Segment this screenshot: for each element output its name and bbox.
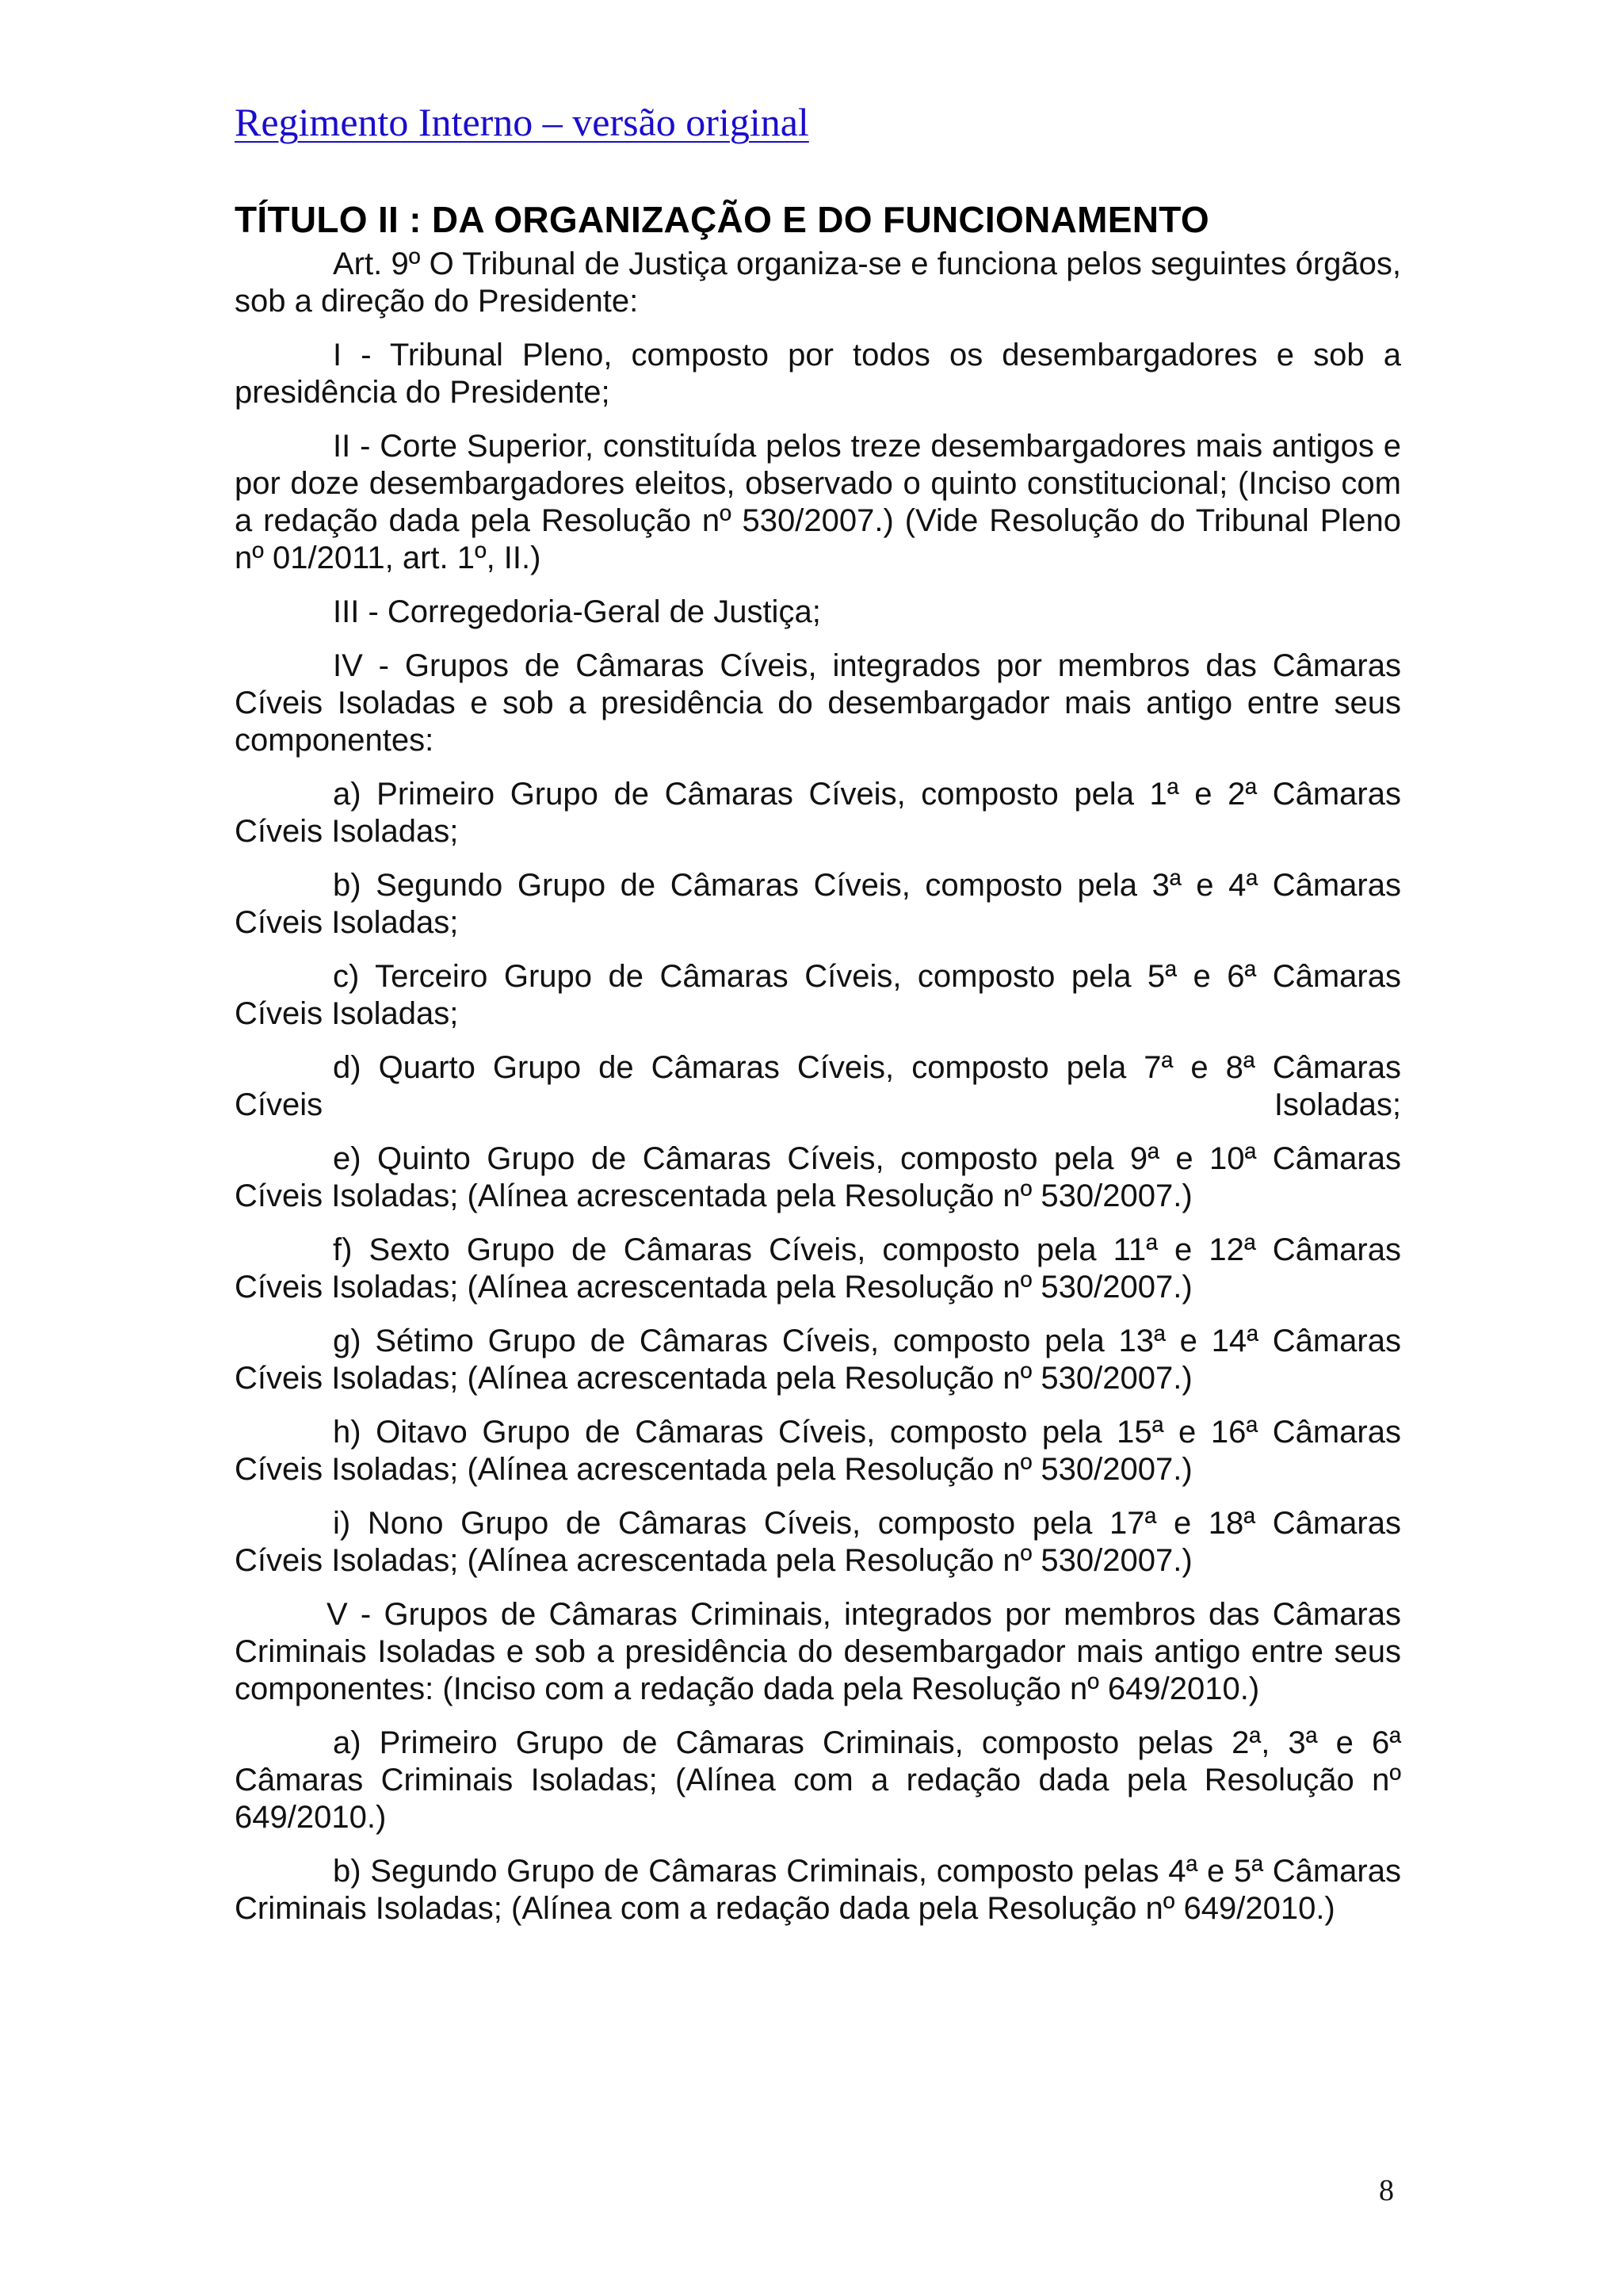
paragraph-alinea-f-civeis: f) Sexto Grupo de Câmaras Cíveis, composto pela 11ª e 12ª Câmaras Cíveis Isoladas; (Alínea acrescentada pela Resolução nº 530/2007.) xyxy=(235,1232,1401,1305)
paragraph-inciso-iii: III - Corregedoria-Geral de Justiça; xyxy=(333,594,821,629)
paragraph-alinea-c-civeis: c) Terceiro Grupo de Câmaras Cíveis, composto pela 5ª e 6ª Câmaras Cíveis Isoladas; xyxy=(235,959,1401,1031)
paragraph-art-9: Art. 9º O Tribunal de Justiça organiza-se e funciona pelos seguintes órgãos, sob a direção do Presidente: xyxy=(235,246,1401,319)
paragraph-alinea-a-criminais: a) Primeiro Grupo de Câmaras Criminais, composto pelas 2ª, 3ª e 6ª Câmaras Criminais Isoladas; (Alínea com a redação dada pela Resolução nº 649/2010.) xyxy=(235,1725,1401,1835)
paragraph-alinea-d-civeis: d) Quarto Grupo de Câmaras Cíveis, composto pela 7ª e 8ª Câmaras Cíveis Isoladas; xyxy=(235,1050,1401,1122)
header-link[interactable]: Regimento Interno – versão original xyxy=(235,100,809,144)
paragraph-inciso-i: I - Tribunal Pleno, composto por todos os desembargadores e sob a presidência do Presidente; xyxy=(235,338,1401,410)
paragraph-inciso-iv: IV - Grupos de Câmaras Cíveis, integrados por membros das Câmaras Cíveis Isoladas e sob a presidência do desembargador mais antigo entre seus componentes: xyxy=(235,648,1401,758)
section-title: TÍTULO II : DA ORGANIZAÇÃO E DO FUNCIONAMENTO xyxy=(235,199,1209,240)
paragraph-inciso-v: V - Grupos de Câmaras Criminais, integrados por membros das Câmaras Criminais Isoladas e sob a presidência do desembargador mais antigo entre seus componentes: (Inciso com a redação dada pela Resolução nº 649/2010.) xyxy=(235,1597,1401,1706)
paragraph-alinea-i-civeis: i) Nono Grupo de Câmaras Cíveis, composto pela 17ª e 18ª Câmaras Cíveis Isoladas; (Alínea acrescentada pela Resolução nº 530/2007.) xyxy=(235,1506,1401,1578)
paragraph-alinea-h-civeis: h) Oitavo Grupo de Câmaras Cíveis, composto pela 15ª e 16ª Câmaras Cíveis Isoladas; (Alínea acrescentada pela Resolução nº 530/2007.) xyxy=(235,1415,1401,1487)
page-number: 8 xyxy=(1379,2174,1394,2207)
document-page xyxy=(235,94,1401,1944)
paragraph-alinea-b-civeis: b) Segundo Grupo de Câmaras Cíveis, composto pela 3ª e 4ª Câmaras Cíveis Isoladas; xyxy=(235,868,1401,940)
paragraph-alinea-b-criminais: b) Segundo Grupo de Câmaras Criminais, composto pelas 4ª e 5ª Câmaras Criminais Isoladas; (Alínea com a redação dada pela Resolução nº 649/2010.) xyxy=(235,1854,1401,1926)
paragraph-alinea-g-civeis: g) Sétimo Grupo de Câmaras Cíveis, composto pela 13ª e 14ª Câmaras Cíveis Isoladas; (Alínea acrescentada pela Resolução nº 530/2007.) xyxy=(235,1324,1401,1396)
paragraph-alinea-e-civeis: e) Quinto Grupo de Câmaras Cíveis, composto pela 9ª e 10ª Câmaras Cíveis Isoladas; (Alínea acrescentada pela Resolução nº 530/2007.) xyxy=(235,1141,1401,1213)
paragraph-inciso-ii: II - Corte Superior, constituída pelos treze desembargadores mais antigos e por doze desembargadores eleitos, observado o quinto constitucional; (Inciso com a redação dada pela Resolução nº 530/2007.) (Vide Resolução do Tribunal Pleno nº 01/2011, art. 1º, II.) xyxy=(235,429,1401,575)
paragraph-alinea-a-civeis: a) Primeiro Grupo de Câmaras Cíveis, composto pela 1ª e 2ª Câmaras Cíveis Isoladas; xyxy=(235,777,1401,849)
